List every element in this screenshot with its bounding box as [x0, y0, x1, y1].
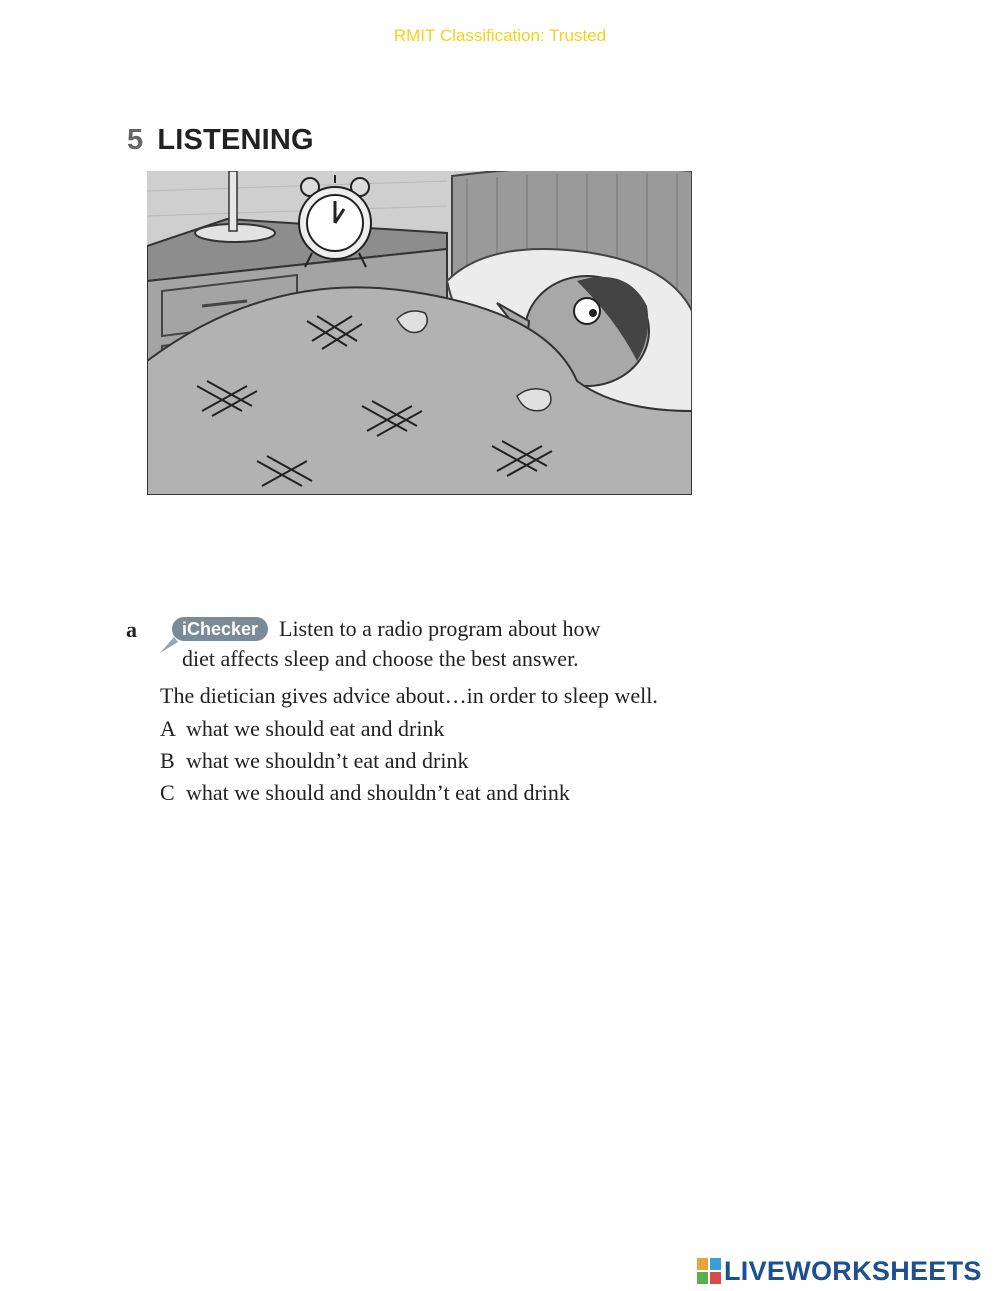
option-text: what we should eat and drink — [186, 716, 445, 741]
option-letter: B — [160, 748, 175, 773]
option-text: what we should and shouldn’t eat and drink — [186, 780, 570, 805]
exercise-letter: a — [126, 617, 137, 642]
option-b[interactable] — [160, 748, 468, 774]
option-a[interactable] — [160, 716, 444, 742]
ichecker-badge-text: iChecker — [181, 619, 259, 639]
classification-label: RMIT Classification: Trusted — [393, 26, 607, 45]
option-text: what we shouldn’t eat and drink — [186, 748, 469, 773]
sleeping-person-illustration — [147, 171, 692, 495]
section-title — [127, 124, 314, 157]
question-text: The dietician gives advice about…in order to sleep well. — [160, 683, 658, 708]
option-letter: A — [160, 716, 176, 741]
section-number: 5 — [127, 124, 144, 156]
option-letter: C — [160, 780, 175, 805]
option-c[interactable] — [160, 780, 570, 806]
liveworksheets-logo — [697, 1254, 982, 1288]
section-title-text: LISTENING — [157, 124, 314, 156]
instruction-line-1: Listen to a radio program about how — [279, 616, 601, 641]
brand-text: LIVEWORKSHEETS — [724, 1255, 982, 1286]
liveworksheets-icon — [697, 1258, 721, 1284]
instruction-line-2: diet affects sleep and choose the best answer. — [182, 646, 579, 671]
